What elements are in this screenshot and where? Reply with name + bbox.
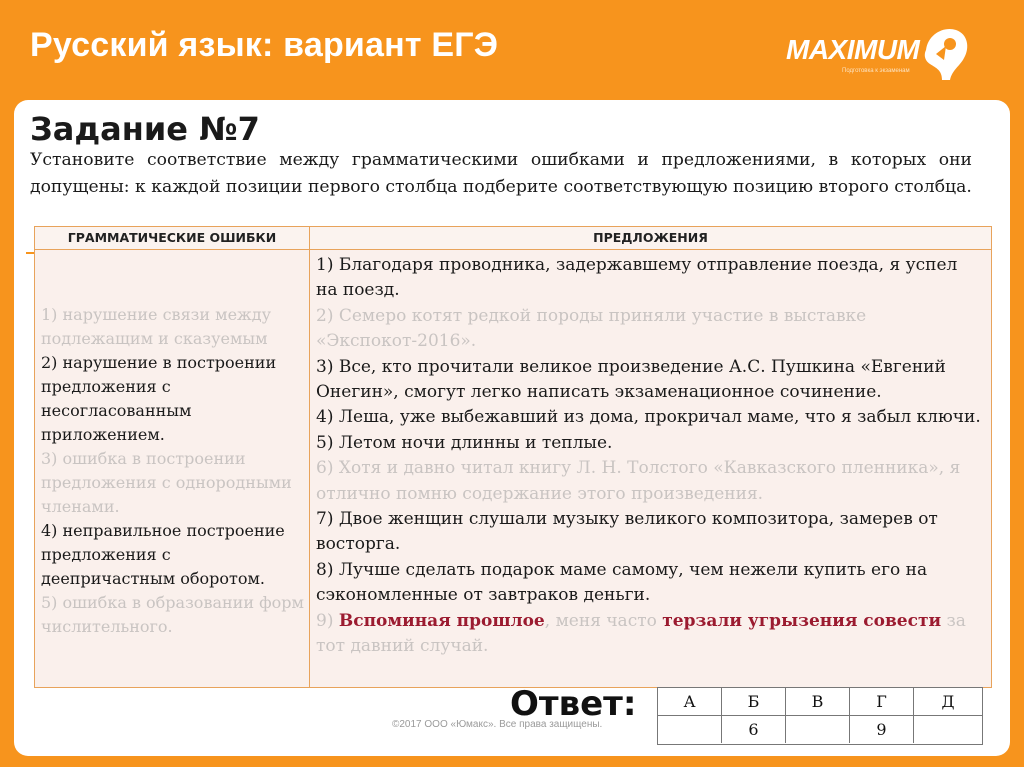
- sentence-item: 3) Все, кто прочитали великое произведение А.С. Пушкина «Евгений Онегин», смогут легко написать экзаменационное сочинение.: [316, 356, 946, 403]
- decorative-dash: [26, 252, 34, 254]
- error-item: 2) нарушение в построении предложения с несогласованным приложением.: [41, 353, 277, 444]
- sentence-item: 8) Лучше сделать подарок маме самому, чем нежели купить его на сэкономленные от завтраков деньги.: [316, 559, 928, 606]
- brand-logo: [786, 22, 976, 84]
- answer-label: Ответ:: [510, 684, 637, 724]
- sentence9-text-1: , меня часто: [544, 610, 663, 631]
- sentence9-number: 9): [316, 610, 339, 631]
- error-item: 1) нарушение связи между подлежащим и сказуемым: [41, 305, 272, 348]
- answer-letter: А: [658, 688, 722, 715]
- task-instructions: Установите соответствие между грамматическими ошибками и предложениями, в которых они допущены: к каждой позиции первого столбца подберите соответствующую позицию второго столбца.: [30, 150, 972, 197]
- answer-value[interactable]: 9: [850, 716, 914, 743]
- sentence-item: 6) Хотя и давно читал книгу Л. Н. Толстого «Кавказского пленника», я отлично помню содержание этого произведения.: [316, 458, 961, 504]
- answer-value[interactable]: [658, 716, 722, 743]
- sentence-item: 4) Леша, уже выбежавший из дома, прокричал маме, что я забыл ключи.: [316, 407, 981, 428]
- answer-value[interactable]: [914, 716, 982, 743]
- slide-title: Русский язык: вариант ЕГЭ: [30, 26, 499, 64]
- answer-table: [657, 687, 983, 745]
- error-item: 5) ошибка в образовании форм числительного.: [41, 593, 304, 636]
- header-sentences: ПРЕДЛОЖЕНИЯ: [593, 230, 708, 245]
- logo-mark-icon: [920, 24, 972, 82]
- sentence9-highlight-1: Вспоминая прошлое: [338, 610, 545, 631]
- answer-letter: Д: [941, 692, 955, 711]
- header-errors: ГРАММАТИЧЕСКИЕ ОШИБКИ: [67, 230, 277, 245]
- sentence9-text-2: за тот давний случай.: [316, 610, 966, 657]
- logo-text: MAXIMUM: [786, 34, 920, 65]
- copyright-text: ©2017 ООО «Юмакс». Все права защищены.: [392, 719, 603, 730]
- answer-value[interactable]: 6: [722, 716, 786, 743]
- table-header-row: [35, 227, 991, 250]
- sentence-item: 5) Летом ночи длинны и теплые.: [316, 432, 613, 453]
- column-divider: [309, 227, 310, 687]
- error-item: 4) неправильное построение предложения с деепричастным оборотом.: [41, 521, 285, 588]
- task-title: Задание №7: [30, 110, 260, 148]
- sentences-column: [316, 253, 984, 660]
- errors-column: [41, 303, 305, 639]
- logo-subtitle: Подготовка к экзаменам: [842, 68, 910, 74]
- sentence-item: 2) Семеро котят редкой породы приняли участие в выставке «Экспокот-2016».: [316, 305, 867, 352]
- matching-table: [34, 226, 992, 688]
- sentence-item: 7) Двое женщин слушали музыку великого композитора, замерев от восторга.: [316, 509, 938, 555]
- answer-value[interactable]: [786, 716, 850, 743]
- answer-letter: Г: [850, 688, 914, 715]
- sentence-item-9: [316, 609, 984, 660]
- answer-letter: Б: [722, 688, 786, 715]
- sentence9-highlight-2: терзали угрызения совести: [662, 610, 942, 631]
- answer-letter: В: [786, 688, 850, 715]
- error-item: 3) ошибка в построении предложения с однородными членами.: [41, 449, 292, 516]
- sentence-item: 1) Благодаря проводника, задержавшему отправление поезда, я успел на поезд.: [316, 255, 958, 301]
